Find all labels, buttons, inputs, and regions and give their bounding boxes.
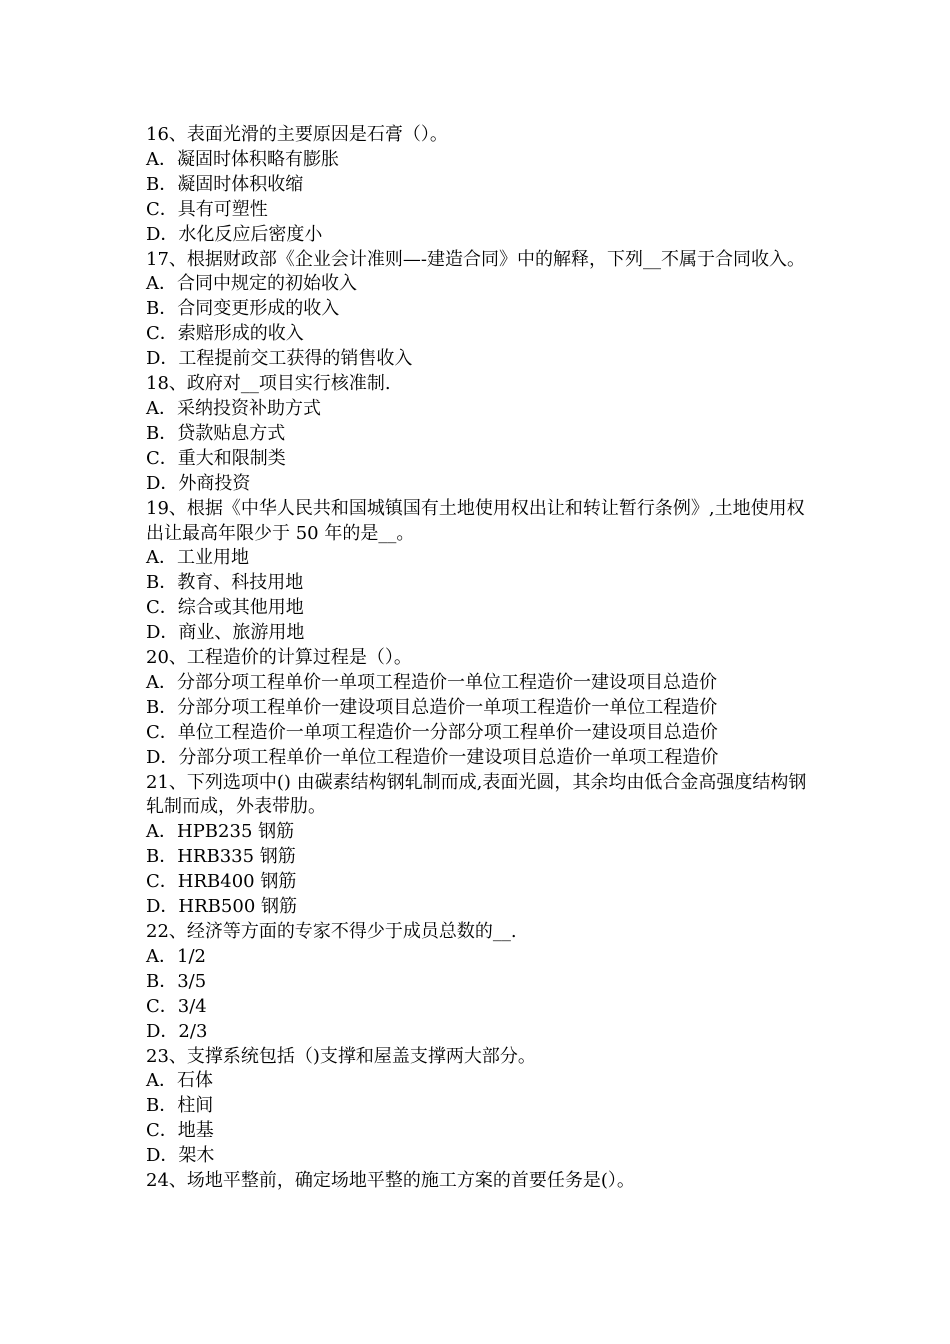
option-c: C．HRB400 钢筋 (146, 871, 297, 893)
option-b: B．贷款贴息方式 (146, 422, 286, 444)
option-list (146, 546, 812, 646)
question-21 (146, 771, 812, 920)
option-c: C．索赔形成的收入 (146, 323, 304, 345)
option-d: D．2/3 (146, 1020, 208, 1042)
option-b: B．教育、科技用地 (146, 572, 304, 594)
option-list (146, 820, 812, 920)
option-a: A．1/2 (146, 945, 206, 967)
option-c: C．重大和限制类 (146, 447, 286, 469)
question-text: 17、根据财政部《企业会计准则—-建造合同》中的解释，下列__不属于合同收入。 (146, 248, 805, 270)
question-17 (146, 248, 812, 373)
question-text: 19、根据《中华人民共和国城镇国有土地使用权出让和转让暂行条例》,土地使用权出让最高年限少于 50 年的是__。 (146, 497, 805, 544)
question-20 (146, 646, 812, 771)
option-d: D．工程提前交工获得的销售收入 (146, 348, 413, 370)
option-b: B．合同变更形成的收入 (146, 298, 340, 320)
option-d: D．架木 (146, 1145, 215, 1167)
option-a: A．凝固时体积略有膨胀 (146, 148, 339, 170)
option-d: D．分部分项工程单价一单位工程造价一建设项目总造价一单项工程造价 (146, 746, 719, 768)
question-text: 23、支撑系统包括（)支撑和屋盖支撑两大部分。 (146, 1045, 536, 1067)
question-18 (146, 372, 812, 497)
question-22 (146, 920, 812, 1045)
option-list (146, 272, 812, 372)
option-b: B．凝固时体积收缩 (146, 173, 304, 195)
option-a: A．石体 (146, 1070, 213, 1092)
question-text: 20、工程造价的计算过程是（）。 (146, 647, 412, 669)
question-text: 16、表面光滑的主要原因是石膏（）。 (146, 124, 448, 145)
question-text: 22、经济等方面的专家不得少于成员总数的__. (146, 921, 517, 942)
option-b: B．3/5 (146, 970, 207, 992)
question-text: 21、下列选项中() 由碳素结构钢轧制而成,表面光圆，其余均由低合金高强度结构钢轧制而成，外表带肋。 (146, 771, 807, 818)
option-list (146, 671, 812, 771)
option-c: C．具有可塑性 (146, 198, 268, 220)
question-19 (146, 497, 812, 646)
option-list (146, 148, 812, 248)
option-d: D．外商投资 (146, 472, 251, 494)
question-text: 24、场地平整前，确定场地平整的施工方案的首要任务是(）。 (146, 1170, 635, 1192)
option-c: C．综合或其他用地 (146, 597, 304, 619)
option-d: D．水化反应后密度小 (146, 223, 323, 245)
question-23 (146, 1045, 812, 1170)
option-c: C．3/4 (146, 995, 207, 1017)
option-c: C．单位工程造价一单项工程造价一分部分项工程单价一建设项目总造价 (146, 721, 718, 743)
option-b: B．分部分项工程单价一建设项目总造价一单项工程造价一单位工程造价 (146, 696, 718, 718)
option-b: B．柱间 (146, 1095, 214, 1117)
question-list (146, 123, 812, 1194)
option-a: A．采纳投资补助方式 (146, 397, 321, 419)
question-16 (146, 123, 812, 248)
option-list (146, 1069, 812, 1169)
option-d: D．商业、旅游用地 (146, 622, 305, 644)
option-d: D．HRB500 钢筋 (146, 896, 297, 918)
option-a: A．工业用地 (146, 547, 249, 569)
option-b: B．HRB335 钢筋 (146, 846, 296, 868)
option-a: A．分部分项工程单价一单项工程造价一单位工程造价一建设项目总造价 (146, 671, 717, 693)
option-c: C．地基 (146, 1120, 214, 1142)
option-list (146, 945, 812, 1045)
question-text: 18、政府对__项目实行核准制. (146, 373, 391, 395)
option-a: A．HPB235 钢筋 (146, 821, 295, 843)
option-list (146, 397, 812, 497)
question-24 (146, 1169, 812, 1194)
option-a: A．合同中规定的初始收入 (146, 273, 357, 295)
